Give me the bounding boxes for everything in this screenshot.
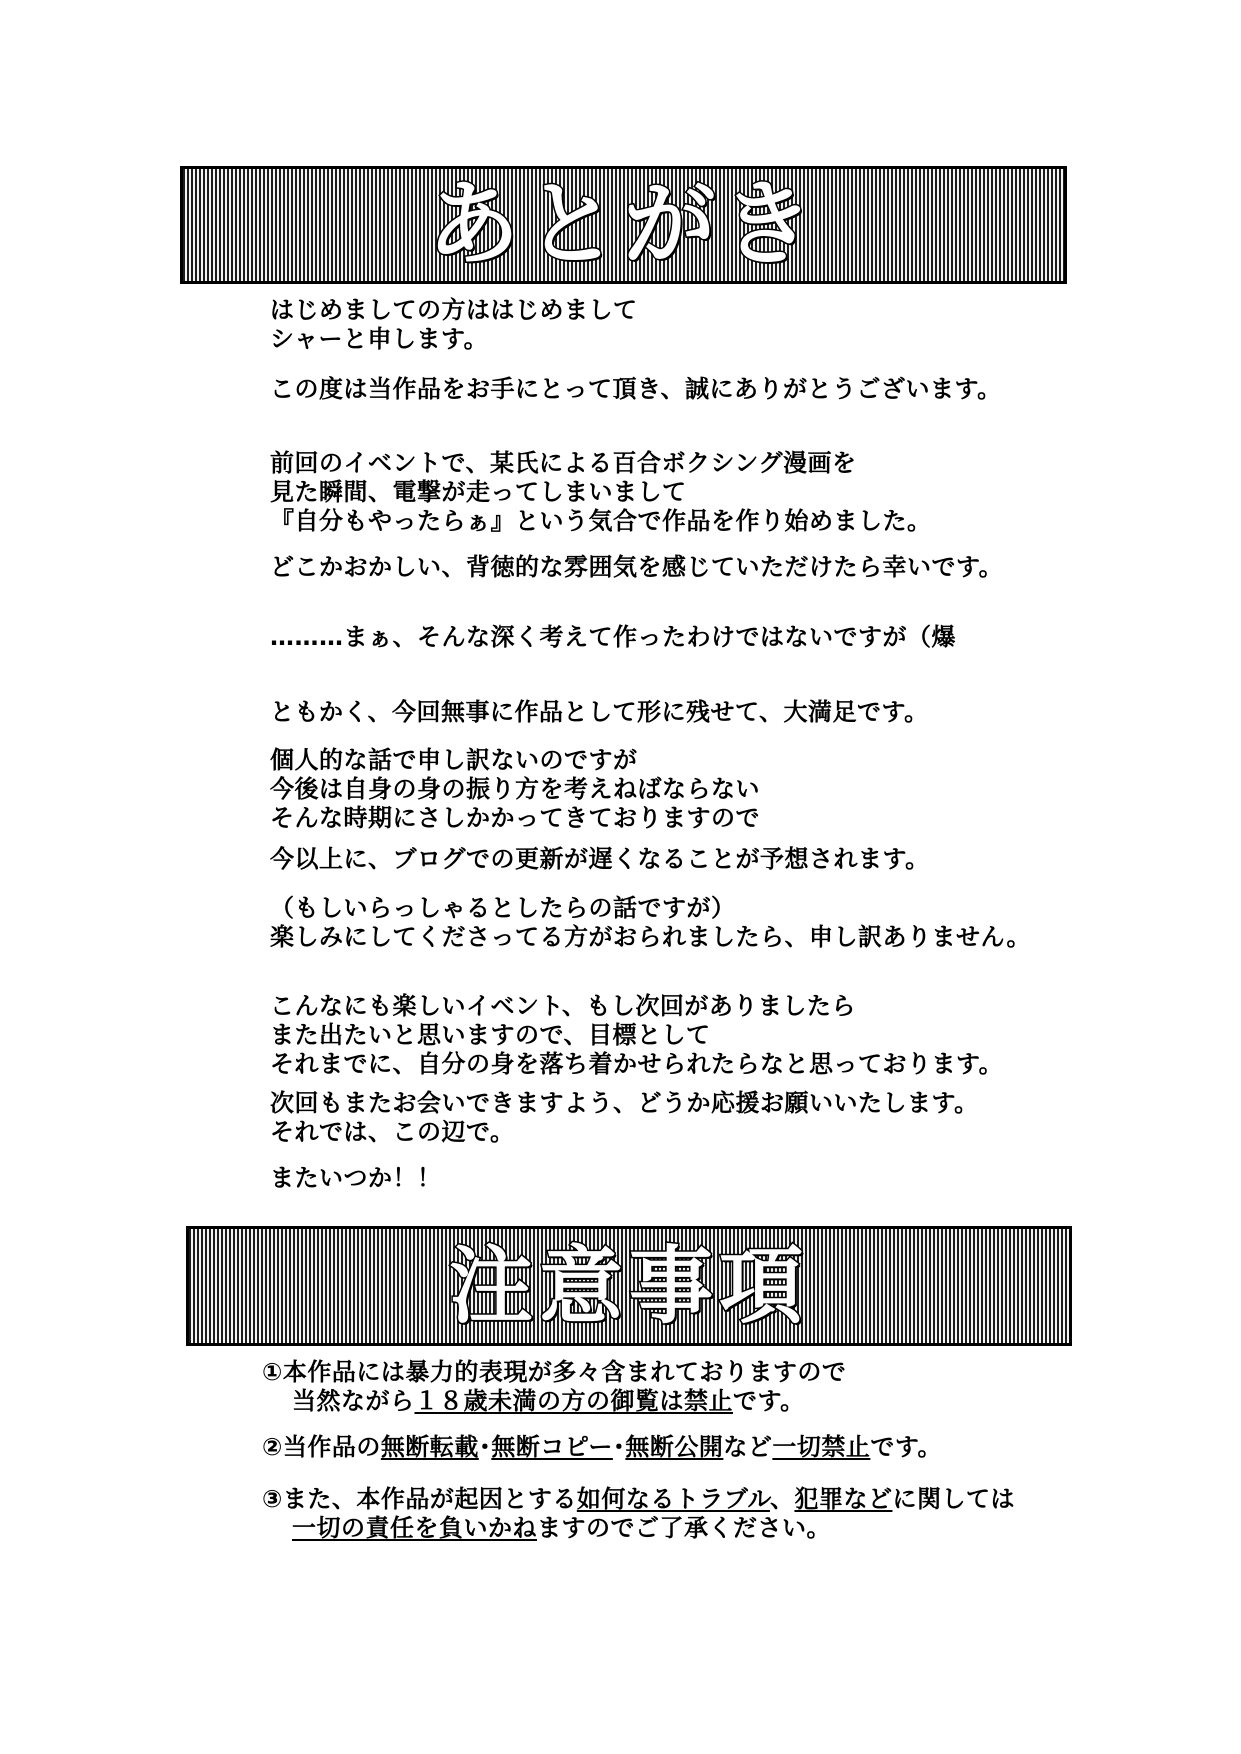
text-line: 前回のイベントで、某氏による百合ボクシング漫画を — [270, 449, 857, 477]
text-segment: ②当作品の — [262, 1433, 381, 1461]
text-segment: です。 — [733, 1387, 805, 1415]
text-line: ………まぁ、そんな深く考えて作ったわけではないですが（爆 — [270, 623, 956, 651]
paragraph-next-event — [270, 992, 1003, 1079]
text-line: シャーと申します。 — [270, 325, 489, 353]
paragraph-aside — [270, 623, 956, 652]
text-segment: など — [723, 1433, 773, 1461]
notice-item-2 — [262, 1433, 942, 1462]
text-line: また出たいと思いますので、目標として — [270, 1021, 711, 1049]
text-segment: ③また、本作品が起因とする — [262, 1485, 577, 1513]
text-line — [262, 1433, 942, 1462]
paragraph-greeting — [270, 296, 638, 354]
text-segment: ･ — [612, 1433, 626, 1461]
text-line: ①本作品には暴力的表現が多々含まれておりますので — [262, 1358, 847, 1386]
underlined-text: 一切禁止 — [772, 1433, 871, 1461]
text-line — [262, 1485, 1015, 1514]
underlined-text: 犯罪など — [794, 1485, 893, 1513]
text-line: それまでに、自分の身を落ち着かせられたらなと思っております。 — [270, 1050, 1004, 1078]
text-line: またいつか！！ — [270, 1164, 442, 1192]
text-line: 次回もまたお会いできますよう、どうか応援お願いいたします。 — [270, 1089, 979, 1117]
paragraph-atmosphere — [270, 553, 1003, 582]
underlined-text: 無断公開 — [625, 1433, 724, 1461]
underlined-text: 一切の責任を負いかね — [292, 1514, 537, 1542]
text-line: どこかおかしい、背徳的な雰囲気を感じていただけたら幸いです。 — [270, 553, 1004, 581]
text-line: 今以上に、ブログでの更新が遅くなることが予想されます。 — [270, 845, 930, 873]
text-line: 今後は自身の身の振り方を考えねばならない — [270, 775, 760, 803]
text-line: 個人的な話で申し訳ないのですが — [270, 746, 638, 774]
text-line: はじめましての方ははじめまして — [270, 296, 638, 324]
text-segment: 、 — [769, 1485, 795, 1513]
underlined-text: 如何なるトラブル — [576, 1485, 770, 1513]
text-line: それでは、この辺で。 — [270, 1118, 515, 1146]
text-segment: に関しては — [892, 1485, 1015, 1513]
text-line: （もしいらっしゃるとしたらの話ですが） — [270, 894, 736, 922]
paragraph-satisfaction — [270, 698, 929, 727]
text-line: 楽しみにしてくださってる方がおられましたら、申し訳ありません。 — [270, 923, 1031, 951]
text-line: 『自分もやったらぁ』という気合で作品を作り始めました。 — [270, 507, 932, 535]
paragraph-motivation — [270, 449, 932, 536]
notice-item-1 — [262, 1358, 846, 1416]
text-line: そんな時期にさしかかってきておりますので — [270, 804, 760, 832]
text-line: 見た瞬間、電撃が走ってしまいまして — [270, 478, 687, 506]
notices-banner — [186, 1226, 1072, 1346]
paragraph-farewell — [270, 1164, 442, 1193]
text-line — [262, 1387, 846, 1416]
text-segment: ･ — [478, 1433, 492, 1461]
text-segment: です。 — [870, 1433, 942, 1461]
underlined-text: 無断転載 — [380, 1433, 479, 1461]
notice-item-3 — [262, 1485, 1015, 1543]
text-segment: 当然ながら — [292, 1387, 415, 1415]
underlined-text: 無断コピー — [491, 1433, 613, 1461]
afterword-title: あとがき — [427, 171, 820, 278]
text-line: ともかく、今回無事に作品として形に残せて、大満足です。 — [270, 698, 929, 726]
text-segment: ますのでご了承ください。 — [537, 1514, 831, 1542]
paragraph-blog — [270, 845, 930, 874]
paragraph-personal — [270, 746, 760, 833]
text-line: この度は当作品をお手にとって頂き、誠にありがとうございます。 — [270, 375, 1002, 403]
paragraph-thanks — [270, 375, 1002, 404]
paragraph-apology — [270, 894, 1031, 952]
underlined-text: １８歳未満の方の御覧は禁止 — [414, 1387, 733, 1415]
notices-title: 注意事項 — [448, 1237, 809, 1335]
text-line — [262, 1514, 1015, 1543]
paragraph-closing — [270, 1089, 979, 1147]
afterword-banner — [180, 166, 1067, 284]
text-line: こんなにも楽しいイベント、もし次回がありましたら — [270, 992, 856, 1020]
